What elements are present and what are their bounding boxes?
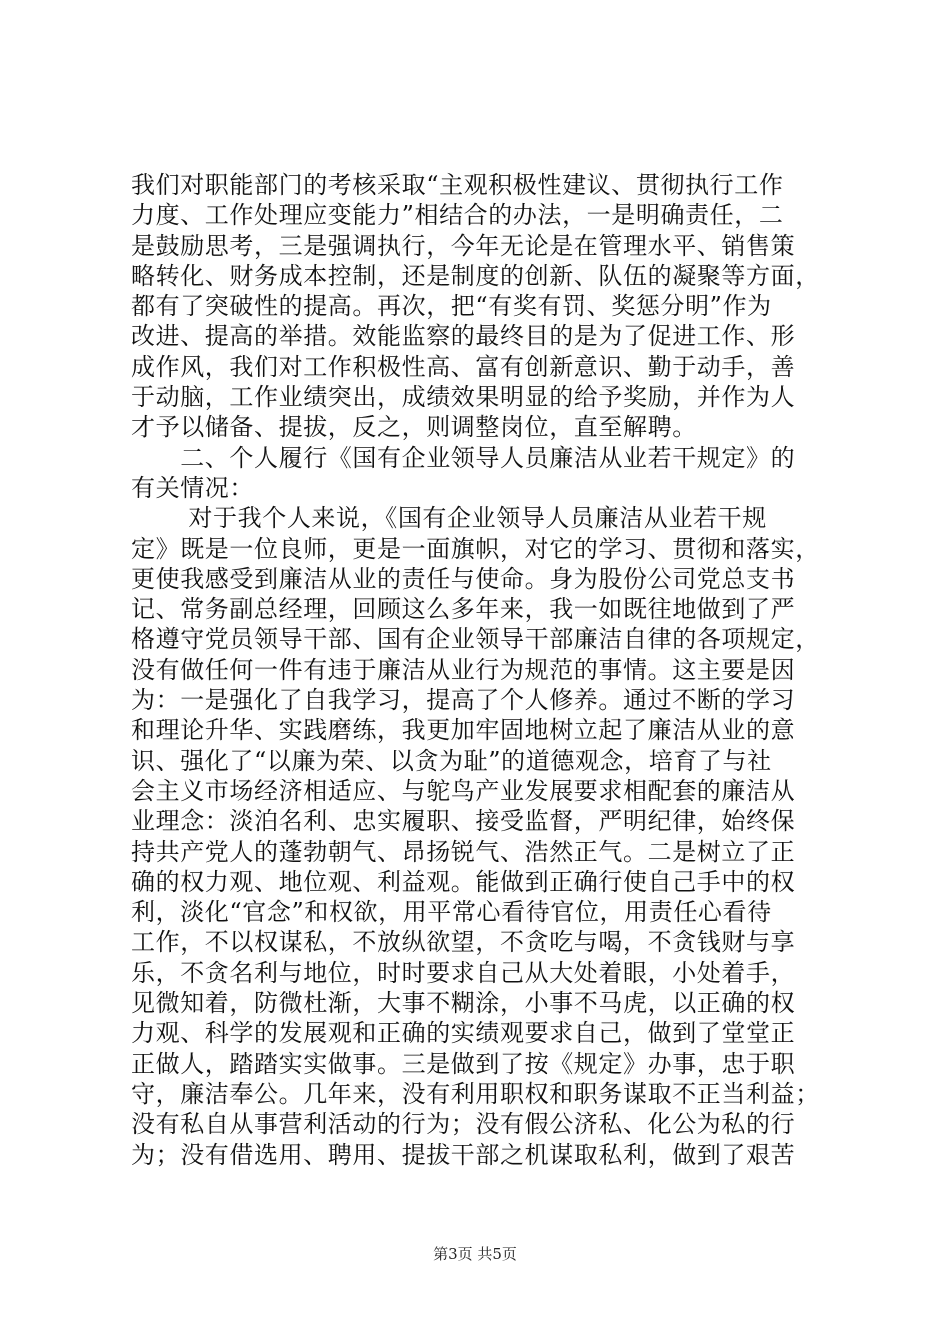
text-line: 对于我个人来说，《国有企业领导人员廉洁从业若干规 — [131, 504, 767, 533]
text-line: 记、常务副总经理，回顾这么多年来，我一如既往地做到了严 — [131, 595, 796, 624]
text-line: 略转化、财务成本控制，还是制度的创新、队伍的凝聚等方面， — [131, 261, 820, 290]
text-line: 是鼓励思考，三是强调执行，今年无论是在管理水平、销售策 — [131, 231, 796, 260]
text-line: 没有做任何一件有违于廉洁从业行为规范的事情。这主要是因 — [131, 655, 796, 684]
text-line: 为；没有借选用、聘用、提拔干部之机谋取私利，做到了艰苦 — [131, 1140, 796, 1169]
text-line: 识、强化了“以廉为荣、以贪为耻”的道德观念，培育了与社 — [131, 746, 772, 775]
text-line: 更使我感受到廉洁从业的责任与使命。身为股份公司党总支书 — [131, 564, 796, 593]
text-line: 我们对职能部门的考核采取“主观积极性建议、贯彻执行工作 — [131, 171, 784, 199]
section-heading-line: 二、个人履行《国有企业领导人员廉洁从业若干规定》的 — [131, 443, 796, 472]
text-line: 力度、工作处理应变能力”相结合的办法，一是明确责任，二 — [131, 201, 784, 230]
text-line: 格遵守党员领导干部、国有企业领导干部廉洁自律的各项规定， — [131, 625, 820, 654]
text-line: 工作，不以权谋私，不放纵欲望，不贪吃与喝，不贪钱财与享 — [131, 928, 796, 957]
section-heading-line: 有关情况： — [131, 473, 254, 502]
text-line: 都有了突破性的提高。再次，把“有奖有罚、奖惩分明”作为 — [131, 292, 772, 321]
body-text — [131, 170, 831, 1170]
text-line: 和理论升华、实践磨练，我更加牢固地树立起了廉洁从业的意 — [131, 716, 796, 745]
text-line: 成作风，我们对工作积极性高、富有创新意识、勤于动手，善 — [131, 352, 796, 381]
text-line: 为：一是强化了自我学习，提高了个人修养。通过不断的学习 — [131, 686, 796, 715]
text-line: 才予以储备、提拔，反之，则调整岗位，直至解聘。 — [131, 413, 697, 442]
text-line: 会主义市场经济相适应、与鸵鸟产业发展要求相配套的廉洁从 — [131, 776, 796, 805]
text-line: 定》既是一位良师，更是一面旗帜，对它的学习、贯彻和落实， — [131, 534, 820, 563]
text-line: 持共产党人的蓬勃朝气、昂扬锐气、浩然正气。二是树立了正 — [131, 837, 796, 866]
text-line: 利，淡化“官念”和权欲，用平常心看待官位，用责任心看待 — [131, 898, 772, 927]
text-line: 乐，不贪名利与地位，时时要求自己从大处着眼，小处着手， — [131, 958, 796, 987]
text-line: 正做人，踏踏实实做事。三是做到了按《规定》办事，忠于职 — [131, 1049, 796, 1078]
text-line: 确的权力观、地位观、利益观。能做到正确行使自己手中的权 — [131, 867, 796, 896]
text-line: 于动脑，工作业绩突出，成绩效果明显的给予奖励，并作为人 — [131, 383, 796, 412]
text-line: 见微知着，防微杜渐，大事不糊涂，小事不马虎，以正确的权 — [131, 989, 796, 1018]
text-line: 力观、科学的发展观和正确的实绩观要求自己，做到了堂堂正 — [131, 1019, 796, 1048]
text-line: 改进、提高的举措。效能监察的最终目的是为了促进工作、形 — [131, 322, 796, 351]
text-line: 业理念：淡泊名利、忠实履职、接受监督，严明纪律，始终保 — [131, 807, 796, 836]
page-footer: 第3页 共5页 — [433, 1245, 517, 1263]
text-line: 没有私自从事营利活动的行为；没有假公济私、化公为私的行 — [131, 1110, 796, 1139]
text-line: 守，廉洁奉公。几年来，没有利用职权和职务谋取不正当利益； — [131, 1079, 820, 1108]
